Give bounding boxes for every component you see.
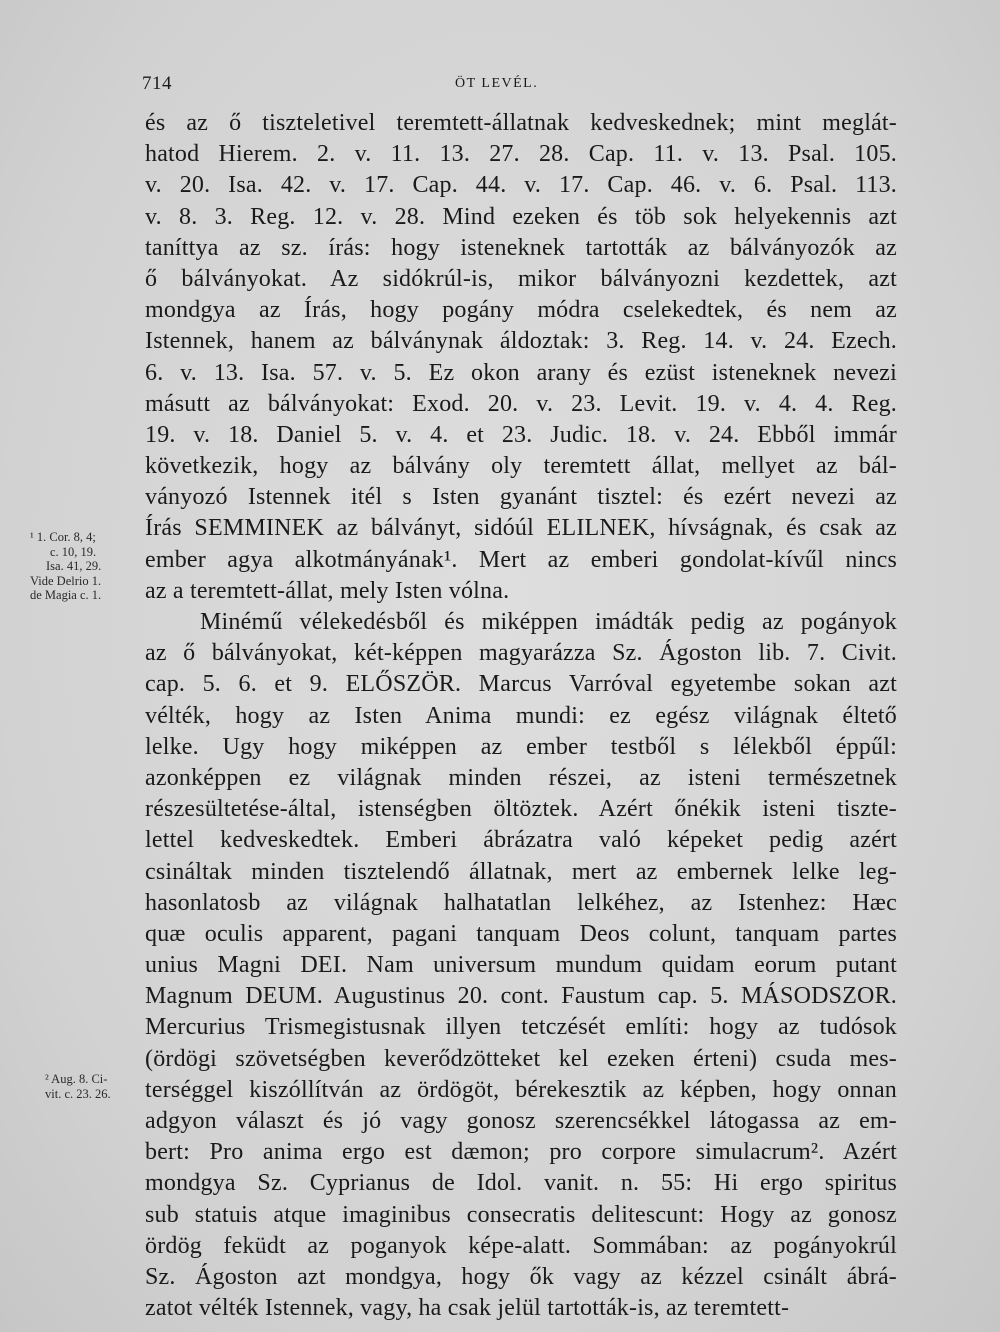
margin-note-line: de Magia c. 1. [30, 588, 102, 602]
text-line: vélték, hogy az Isten Anima mundi: ez egész világnak éltető [145, 702, 897, 729]
text-line: az ő bálványokat, két-képpen magyarázza Sz. Ágoston lib. 7. Civit. [145, 640, 897, 667]
text-line: azonképpen ez világnak minden részei, az isteni természetnek [145, 764, 897, 791]
text-line: cap. 5. 6. et 9. ELŐSZÖR. Marcus Varróval egyetembe sokan azt [145, 671, 897, 698]
text-line: 6. v. 13. Isa. 57. v. 5. Ez okon arany és ezüst isteneknek nevezi [145, 359, 897, 386]
text-line: bert: Pro anima ergo est dæmon; pro corpore simulacrum². Azért [145, 1139, 897, 1166]
text-line: lelke. Ugy hogy miképpen az ember testből s lélekből éppűl: [145, 733, 897, 760]
text-line: mondgya Sz. Cyprianus de Idol. vanit. n. 55: Hi ergo spiritus [145, 1170, 897, 1197]
text-line: ördög feküdt az poganyok képe-alatt. Sommában: az pogányokrúl [145, 1232, 897, 1259]
text-line: hatod Hierem. 2. v. 11. 13. 27. 28. Cap. 11. v. 13. Psal. 105. [145, 141, 897, 168]
text-line: terséggel kiszóllítván az ördögöt, bérekesztik az képben, hogy onnan [145, 1076, 897, 1103]
body-text [145, 108, 897, 1324]
text-line: Magnum DEUM. Augustinus 20. cont. Faustum cap. 5. MÁSODSZOR. [145, 983, 897, 1010]
text-line: csináltak minden tisztelendő állatnak, mert az embernek lelke leg- [145, 858, 897, 885]
margin-note-1 [30, 530, 155, 603]
text-line: Mercurius Trismegistusnak illyen tetczését említi: hogy az tudósok [145, 1014, 897, 1041]
running-head: ÖT LEVÉL. [455, 76, 539, 91]
text-line: az a teremtett-állat, mely Isten vólna. [145, 577, 510, 604]
text-line: következik, hogy az bálvány oly teremtett állat, mellyet az bál- [145, 453, 897, 480]
text-line: v. 8. 3. Reg. 12. v. 28. Mind ezeken és töb sok helyekennis azt [145, 203, 897, 230]
text-line: quæ oculis apparent, pagani tanquam Deos colunt, tanquam partes [145, 920, 897, 947]
text-line: sub statuis atque imaginibus consecratis delitescunt: Hogy az gonosz [145, 1201, 897, 1228]
text-line: adgyon választ és jó vagy gonosz szerencsékkel látogassa az em- [145, 1108, 897, 1134]
text-line: ember agya alkotmányának¹. Mert az emberi gondolat-kívűl nincs [145, 546, 897, 573]
text-line: taníttya az sz. írás: hogy isteneknek tartották az bálványozók az [145, 234, 897, 261]
margin-note-line: Vide Delrio 1. [30, 573, 102, 588]
text-line: (ördögi szövetségben keverődzötteket kel ezeken érteni) csuda mes- [145, 1045, 897, 1072]
text-line: hasonlatosb az világnak halhatatlan lelkéhez, az Istenhez: Hæc [145, 889, 897, 916]
margin-note-line: c. 10, 19. [50, 544, 97, 559]
margin-note-line: vit. c. 23. 26. [45, 1086, 111, 1101]
text-line: lettel kedveskedtek. Emberi ábrázatra való képeket pedig azért [145, 827, 897, 854]
text-line: 19. v. 18. Daniel 5. v. 4. et 23. Judic. 18. v. 24. Ebből immár [145, 421, 897, 448]
margin-note-line: Isa. 41, 29. [46, 559, 102, 573]
text-line: Istennek, hanem az bálványnak áldoztak: 3. Reg. 14. v. 24. Ezech. [145, 328, 897, 355]
text-line: és az ő tiszteletivel teremtett-állatnak kedveskednek; mint meglát- [145, 110, 897, 136]
text-line: részesültetése-által, istenségben öltöztek. Azért őnékik isteni tiszte- [145, 796, 897, 823]
text-line: ványozó Istennek itél s Isten gyanánt tisztel: és ezért nevezi az [145, 484, 897, 511]
text-line: unius Magni DEI. Nam universum mundum quidam eorum putant [145, 952, 897, 979]
text-line: v. 20. Isa. 42. v. 17. Cap. 44. v. 17. Cap. 46. v. 6. Psal. 113. [145, 172, 897, 199]
text-line: másutt az bálványokat: Exod. 20. v. 23. Levit. 19. v. 4. 4. Reg. [145, 390, 897, 417]
page-number: 714 [142, 73, 172, 94]
text-line: mondgya az Írás, hogy pogány módra cselekedtek, és nem az [145, 297, 897, 324]
margin-note-line: ¹ 1. Cor. 8, 4; [30, 530, 96, 544]
margin-note-line: ² Aug. 8. Ci- [45, 1072, 108, 1086]
text-line: Sz. Ágoston azt mondgya, hogy ők vagy az kézzel csinált ábrá- [145, 1263, 897, 1290]
text-line: zatot vélték Istennek, vagy, ha csak jelül tartották-is, az teremtett- [145, 1295, 790, 1322]
text-line: Írás SEMMINEK az bálványt, sidóúl ELILNEK, hívságnak, és csak az [145, 515, 897, 542]
text-line: ő bálványokat. Az sidókrúl-is, mikor bálványozni kezdettek, azt [145, 265, 897, 292]
text-line: Minémű vélekedésből és miképpen imádták pedig az pogányok [200, 609, 897, 635]
